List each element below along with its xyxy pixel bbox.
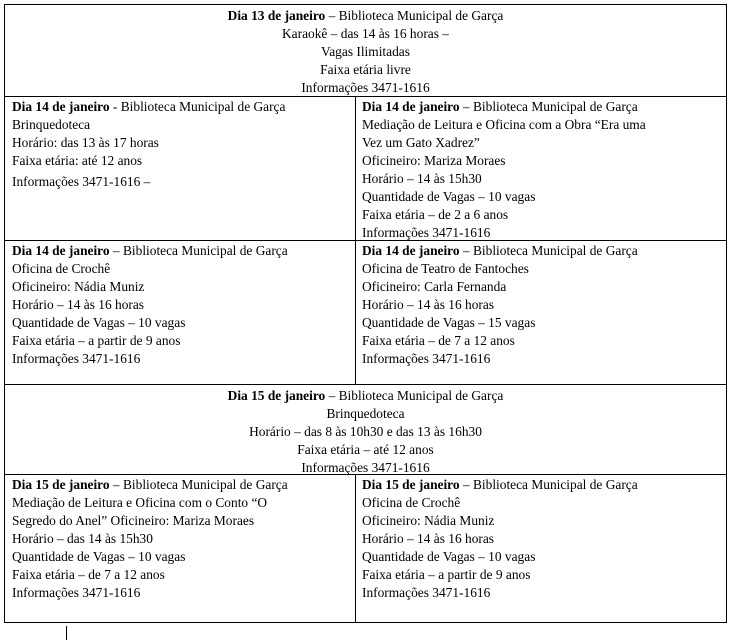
event-line: Mediação de Leitura e Oficina com a Obra “Era uma bbox=[362, 117, 646, 132]
event-line: Faixa etária – de 7 a 12 anos bbox=[362, 333, 515, 348]
event-cell-brinquedoteca-14 bbox=[12, 98, 352, 191]
event-line: Horário – 14 às 15h30 bbox=[362, 171, 482, 186]
event-cell-croche-14 bbox=[12, 242, 352, 368]
event-line: Horário – 14 às 16 horas bbox=[12, 297, 145, 312]
event-line: Horário – 14 às 16 horas bbox=[362, 297, 495, 312]
event-line: Horário: das 13 às 17 horas bbox=[12, 135, 159, 150]
event-date: Dia 15 de janeiro bbox=[362, 477, 460, 492]
event-heading bbox=[5, 387, 726, 405]
event-line: Faixa etária – a partir de 9 anos bbox=[362, 567, 531, 582]
event-cell-karaoke bbox=[5, 7, 726, 97]
event-cell-mediacao-14 bbox=[362, 98, 724, 242]
event-cell-brinquedoteca-15 bbox=[5, 387, 726, 477]
event-line: Oficineiro: Mariza Moraes bbox=[362, 153, 506, 168]
event-place: – Biblioteca Municipal de Garça bbox=[109, 477, 288, 492]
event-line: Brinquedoteca bbox=[12, 117, 91, 132]
event-date: Dia 13 de janeiro bbox=[227, 8, 326, 23]
event-line: Informações 3471-1616 bbox=[12, 351, 141, 366]
event-date: Dia 14 de janeiro bbox=[362, 243, 460, 258]
event-line: Oficina de Teatro de Fantoches bbox=[362, 261, 529, 276]
event-line: Quantidade de Vagas – 15 vagas bbox=[362, 315, 536, 330]
event-place: – Biblioteca Municipal de Garça bbox=[325, 388, 504, 403]
event-place: – Biblioteca Municipal de Garça bbox=[325, 8, 504, 23]
event-line: Mediação de Leitura e Oficina com o Conto “O bbox=[12, 495, 268, 510]
event-line: Horário – das 8 às 10h30 e das 13 às 16h30 bbox=[249, 424, 482, 439]
event-line: Oficina de Crochê bbox=[12, 261, 111, 276]
event-line: Faixa etária – a partir de 9 anos bbox=[12, 333, 181, 348]
event-line: Informações 3471-1616 bbox=[362, 351, 491, 366]
event-line: Informações 3471-1616 bbox=[362, 225, 491, 240]
event-line: Faixa etária livre bbox=[320, 62, 411, 77]
event-line: Oficineiro: Nádia Muniz bbox=[12, 279, 145, 294]
event-cell-fantoches-14 bbox=[362, 242, 724, 368]
event-line: Informações 3471-1616 bbox=[362, 585, 491, 600]
event-line: Quantidade de Vagas – 10 vagas bbox=[362, 549, 536, 564]
event-line: Faixa etária – de 2 a 6 anos bbox=[362, 207, 509, 222]
event-line: Faixa etária – até 12 anos bbox=[297, 442, 434, 457]
event-line: Informações 3471-1616 bbox=[301, 80, 430, 95]
event-cell-mediacao-15 bbox=[12, 476, 352, 602]
event-heading bbox=[12, 476, 352, 494]
event-place: – Biblioteca Municipal de Garça bbox=[459, 243, 638, 258]
event-line: Quantidade de Vagas – 10 vagas bbox=[12, 549, 186, 564]
event-line: Vez um Gato Xadrez” bbox=[362, 135, 480, 150]
event-date: Dia 14 de janeiro bbox=[12, 243, 110, 258]
event-line: Segredo do Anel” Oficineiro: Mariza Moraes bbox=[12, 513, 255, 528]
event-place: – Biblioteca Municipal de Garça bbox=[459, 477, 638, 492]
event-line: Oficineiro: Carla Fernanda bbox=[362, 279, 507, 294]
event-line: Faixa etária – de 7 a 12 anos bbox=[12, 567, 165, 582]
event-line: Horário – 14 às 16 horas bbox=[362, 531, 495, 546]
event-line: Oficineiro: Nádia Muniz bbox=[362, 513, 495, 528]
event-line: Informações 3471-1616 bbox=[301, 460, 430, 475]
row-divider bbox=[5, 384, 726, 385]
event-line: Vagas Ilimitadas bbox=[321, 44, 410, 59]
event-date: Dia 15 de janeiro bbox=[227, 388, 326, 403]
event-heading bbox=[12, 242, 352, 260]
event-line: Oficina de Crochê bbox=[362, 495, 461, 510]
event-heading bbox=[362, 98, 724, 116]
text-cursor bbox=[66, 626, 67, 640]
event-line: Informações 3471-1616 – bbox=[12, 174, 151, 189]
event-line: Horário – das 14 às 15h30 bbox=[12, 531, 153, 546]
event-line: Quantidade de Vagas – 10 vagas bbox=[12, 315, 186, 330]
event-line: Karaokê – das 14 às 16 horas – bbox=[282, 26, 449, 41]
event-date: Dia 15 de janeiro bbox=[12, 477, 110, 492]
event-place: – Biblioteca Municipal de Garça bbox=[459, 99, 638, 114]
event-line: Informações 3471-1616 bbox=[12, 585, 141, 600]
event-cell-croche-15 bbox=[362, 476, 724, 602]
event-date: Dia 14 de janeiro bbox=[362, 99, 460, 114]
event-line: Quantidade de Vagas – 10 vagas bbox=[362, 189, 536, 204]
event-heading bbox=[362, 476, 724, 494]
column-divider bbox=[355, 474, 356, 622]
event-place: – Biblioteca Municipal de Garça bbox=[109, 243, 288, 258]
event-date: Dia 14 de janeiro bbox=[12, 99, 110, 114]
event-heading bbox=[5, 7, 726, 25]
column-divider bbox=[355, 96, 356, 384]
schedule-table bbox=[4, 4, 727, 623]
event-heading bbox=[12, 98, 352, 116]
event-line: Brinquedoteca bbox=[326, 406, 405, 421]
event-place: - Biblioteca Municipal de Garça bbox=[109, 99, 286, 114]
event-heading bbox=[362, 242, 724, 260]
event-line: Faixa etária: até 12 anos bbox=[12, 153, 143, 168]
